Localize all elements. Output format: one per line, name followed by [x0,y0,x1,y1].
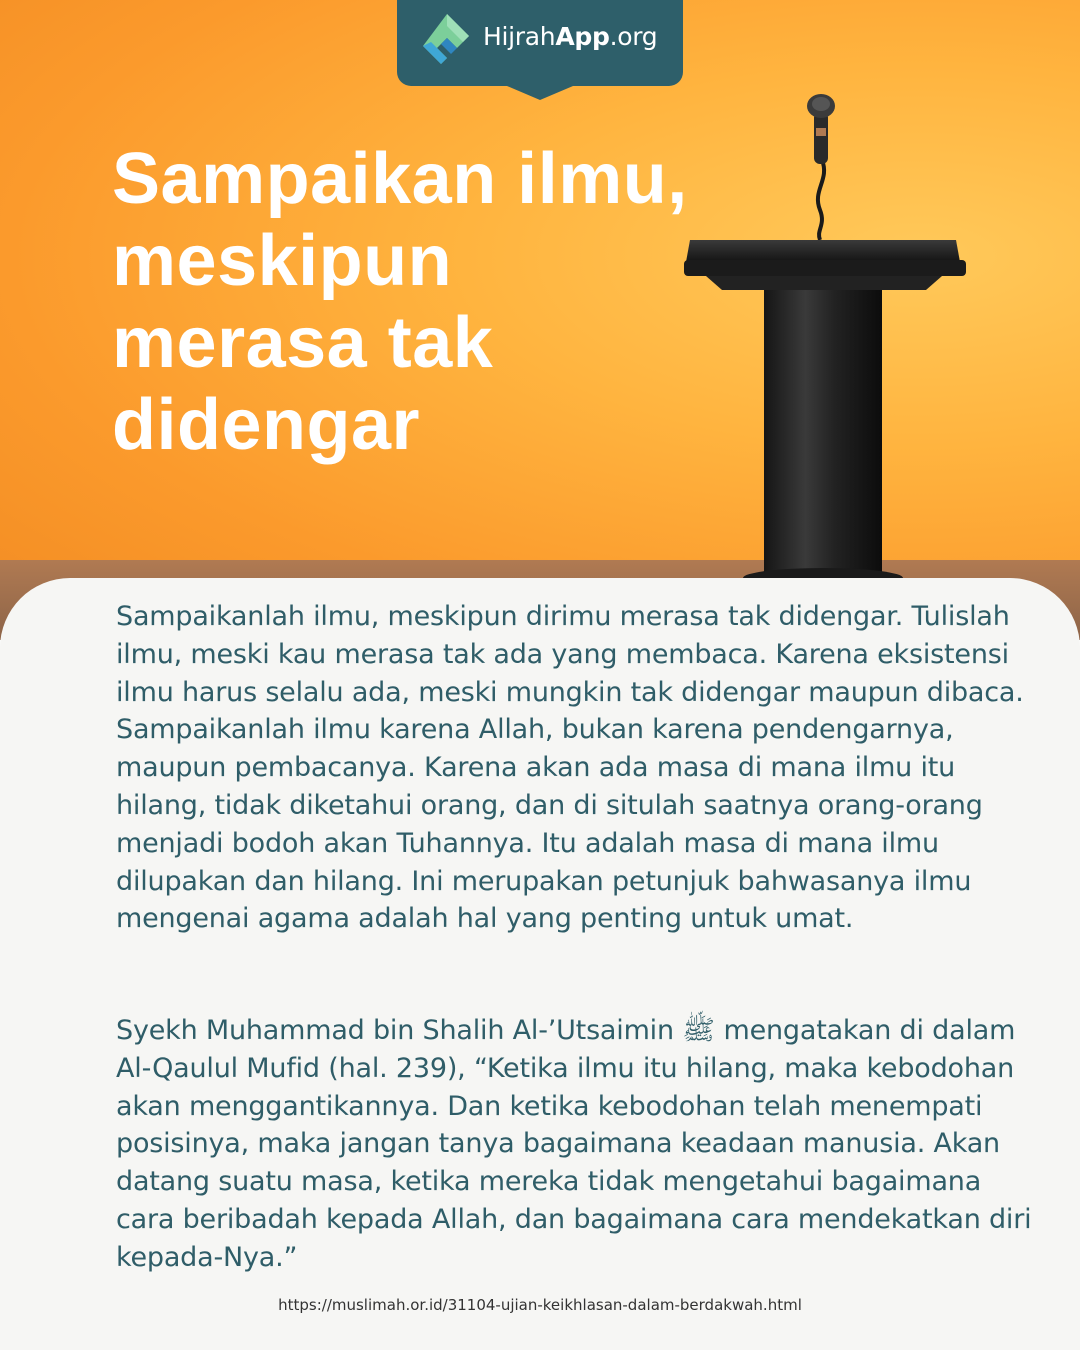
brand-name-bold: App [555,22,610,51]
body-paragraph-1: Sampaikanlah ilmu, meskipun dirimu merasa tak didengar. Tulislah ilmu, meski kau merasa tak ada yang membaca. Karena eksistensi ilmu harus selalu ada, meski mungkin tak didengar maupun dibaca. Sampaikanlah ilmu karena Allah, bukan karena pendengarnya, maupun pembacanya. Karena akan ada masa di mana ilmu itu hilang, tidak diketahui orang, dan di situlah saatnya orang-orang menjadi bodoh akan Tuhannya. Itu adalah masa di mana ilmu dilupakan dan hilang. Ini merupakan petunjuk bahwasanya ilmu mengenai agama adalah hal yang penting untuk umat. [116,601,1024,935]
brand-name [483,22,657,51]
brand-name-regular: Hijrah [483,22,556,51]
microphone-icon [807,94,835,240]
podium-illustration [680,90,970,590]
source-link[interactable]: https://muslimah.or.id/31104-ujian-keikhlasan-dalam-berdakwah.html [278,1296,802,1314]
hijrahapp-logo-icon [417,10,475,70]
brand-name-suffix: .org [609,22,658,51]
body-paragraph-2: Syekh Muhammad bin Shalih Al-’Utsaimin ﷺ mengatakan di dalam Al-Qaulul Mufid (hal. 239), “Ketika ilmu itu hilang, maka kebodohan akan menggantikannya. Dan ketika kebodohan telah menempati posisinya, maka jangan tanya bagaimana keadaan manusia. Akan datang suatu masa, ketika mereka tidak mengetahui bagaimana cara beribadah kepada Allah, dan bagaimana cara mendekatkan diri kepada-Nya.” [116,1015,1032,1273]
page-title: Sampaikan ilmu, meskipun merasa tak didengar [112,139,688,465]
brand-header[interactable] [397,0,683,86]
